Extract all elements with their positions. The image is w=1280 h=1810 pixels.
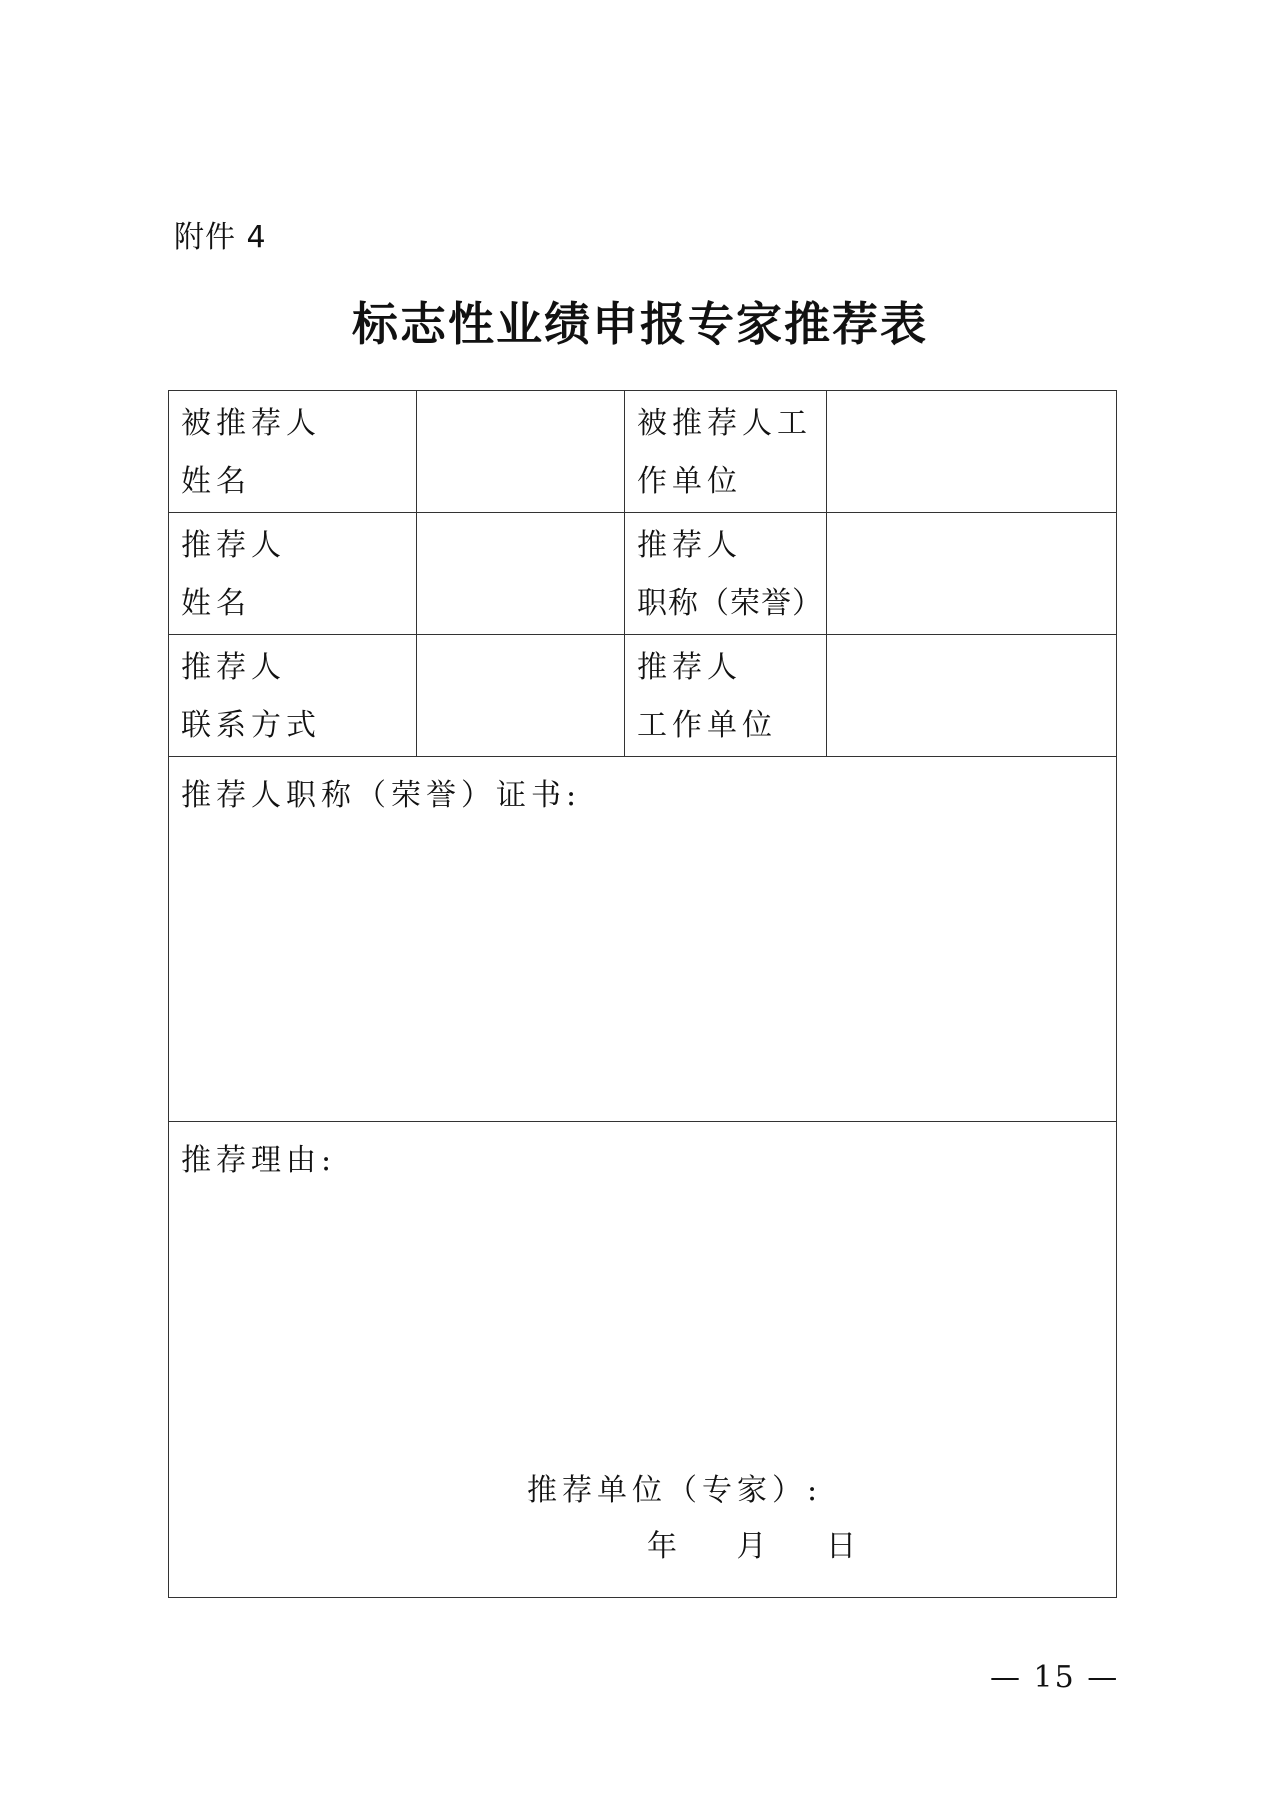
page-number: — 15 — [990, 1660, 1120, 1695]
form-row-contact [169, 635, 1117, 757]
nominee-employer-field[interactable] [827, 391, 1117, 513]
attachment-label: 附件 4 [174, 220, 267, 255]
recommender-title-field[interactable] [827, 513, 1117, 635]
certificate-label: 推荐人职称（荣誉）证书: [181, 778, 582, 813]
reason-area[interactable] [169, 1122, 1117, 1598]
label-recommender-name: 推荐人 姓名 [169, 513, 417, 635]
recommender-contact-field[interactable] [417, 635, 625, 757]
label-nominee-name: 被推荐人 姓名 [169, 391, 417, 513]
label-recommender-employer: 推荐人 工作单位 [625, 635, 827, 757]
recommendation-form [168, 390, 1117, 1598]
reason-label: 推荐理由: [181, 1143, 337, 1178]
date-line [647, 1518, 901, 1576]
form-row-recommender [169, 513, 1117, 635]
page-title: 标志性业绩申报专家推荐表 [352, 297, 928, 351]
date-year: 年 [647, 1529, 682, 1564]
recommender-employer-field[interactable] [827, 635, 1117, 757]
signature-label: 推荐单位（专家）: [527, 1473, 823, 1508]
form-row-nominee [169, 391, 1117, 513]
label-nominee-employer: 被推荐人工 作单位 [625, 391, 827, 513]
date-day: 日 [826, 1529, 862, 1564]
date-month: 月 [736, 1529, 772, 1564]
nominee-name-field[interactable] [417, 391, 625, 513]
certificate-area[interactable] [169, 757, 1117, 1122]
label-recommender-title: 推荐人 职称（荣誉） [625, 513, 827, 635]
form-row-reason [169, 1122, 1117, 1598]
label-recommender-contact: 推荐人 联系方式 [169, 635, 417, 757]
form-row-certificate [169, 757, 1117, 1122]
recommender-name-field[interactable] [417, 513, 625, 635]
